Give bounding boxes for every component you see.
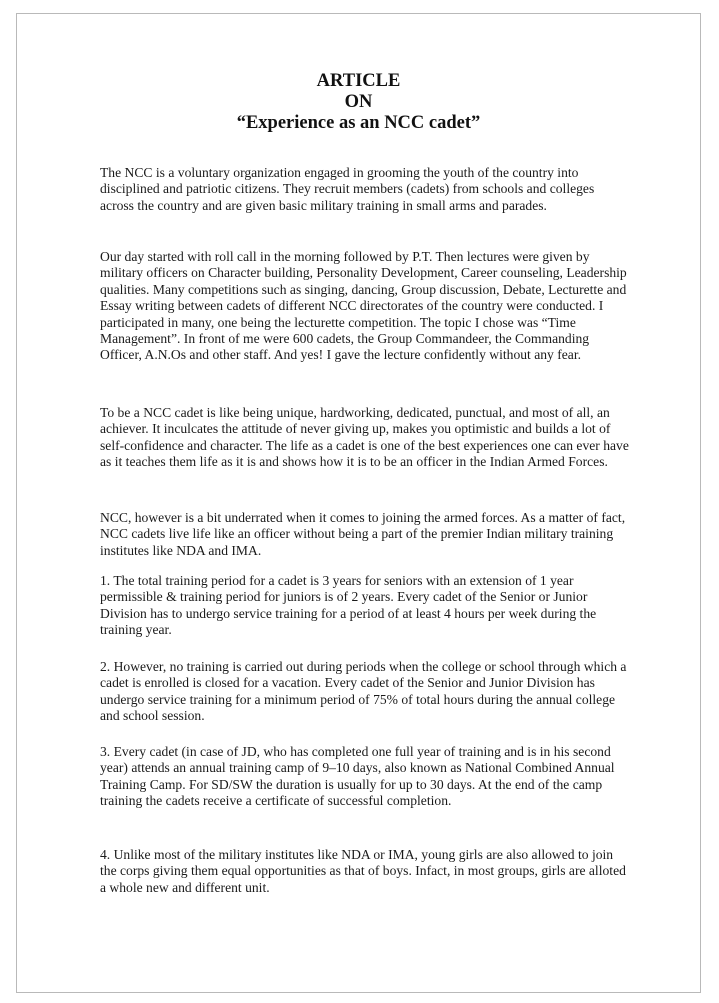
paragraph-point-1 (100, 573, 630, 639)
paragraph-point-2 (100, 659, 630, 725)
paragraph-point-4 (100, 847, 630, 896)
paragraph: The NCC is a voluntary organization engaged in grooming the youth of the country into disciplined and patriotic citizens. They recruit members (cadets) from schools and colleges across the country and are given basic military training in small arms and parades. (100, 165, 595, 213)
paragraph-underrated (100, 510, 630, 559)
document-page (16, 13, 701, 993)
paragraph-intro (100, 165, 630, 214)
paragraph: NCC, however is a bit underrated when it comes to joining the armed forces. As a matter of fact, NCC cadets live life like an officer without being a part of the premier Indian military training institutes like NDA and IMA. (100, 510, 626, 558)
paragraph-point-3 (100, 744, 630, 810)
paragraph: 3. Every cadet (in case of JD, who has completed one full year of training and is in his second year) attends an annual training camp of 9–10 days, also known as National Combined Annual Training Camp. For SD/SW the duration is usually for up to 30 days. At the end of the camp training the cadets receive a certificate of successful completion. (100, 744, 615, 809)
paragraph: 2. However, no training is carried out during periods when the college or school through which a cadet is enrolled is closed for a vacation. Every cadet of the Senior and Junior Division has undergo service training for a minimum period of 75% of total hours during the annual college and school session. (100, 659, 627, 724)
paragraph: Our day started with roll call in the morning followed by P.T. Then lectures were given by military officers on Character building, Personality Development, Career counseling, Leadership qualities. Many competitions such as singing, dancing, Group discussion, Debate, Lecturette and Essay writing between cadets of different NCC directorates of the country were conducted. I participated in many, one being the lecturette competition. The topic I chose was “Time Management”. In front of me were 600 cadets, the Group Commandeer, the Commanding Officer, A.N.Os and other staff. And yes! I gave the lecture confidently without any fear. (100, 249, 627, 363)
paragraph: 1. The total training period for a cadet is 3 years for seniors with an extension of 1 year permissible & training period for juniors is of 2 years. Every cadet of the Senior or Junior Division has to undergo service training for a period of at least 4 hours per week during the training year. (100, 573, 597, 638)
paragraph: To be a NCC cadet is like being unique, hardworking, dedicated, punctual, and most of all, an achiever. It inculcates the attitude of never giving up, makes you optimistic and builds a lot of self-confidence and character. The life as a cadet is one of the best experiences one can ever have as it teaches them life as it is and shows how it is to be an officer in the Indian Armed Forces. (100, 405, 629, 470)
title-line-topic: “Experience as an NCC cadet” (236, 113, 481, 133)
paragraph-daily-routine (100, 249, 630, 364)
paragraph-being-a-cadet (100, 405, 630, 471)
paragraph: 4. Unlike most of the military institutes like NDA or IMA, young girls are also allowed to join the corps giving them equal opportunities as that of boys. Infact, in most groups, girls are alloted a whole new and different unit. (100, 847, 626, 895)
title-line-article: ARTICLE (316, 71, 401, 91)
article-title (17, 71, 700, 134)
title-line-on: ON (344, 92, 373, 112)
